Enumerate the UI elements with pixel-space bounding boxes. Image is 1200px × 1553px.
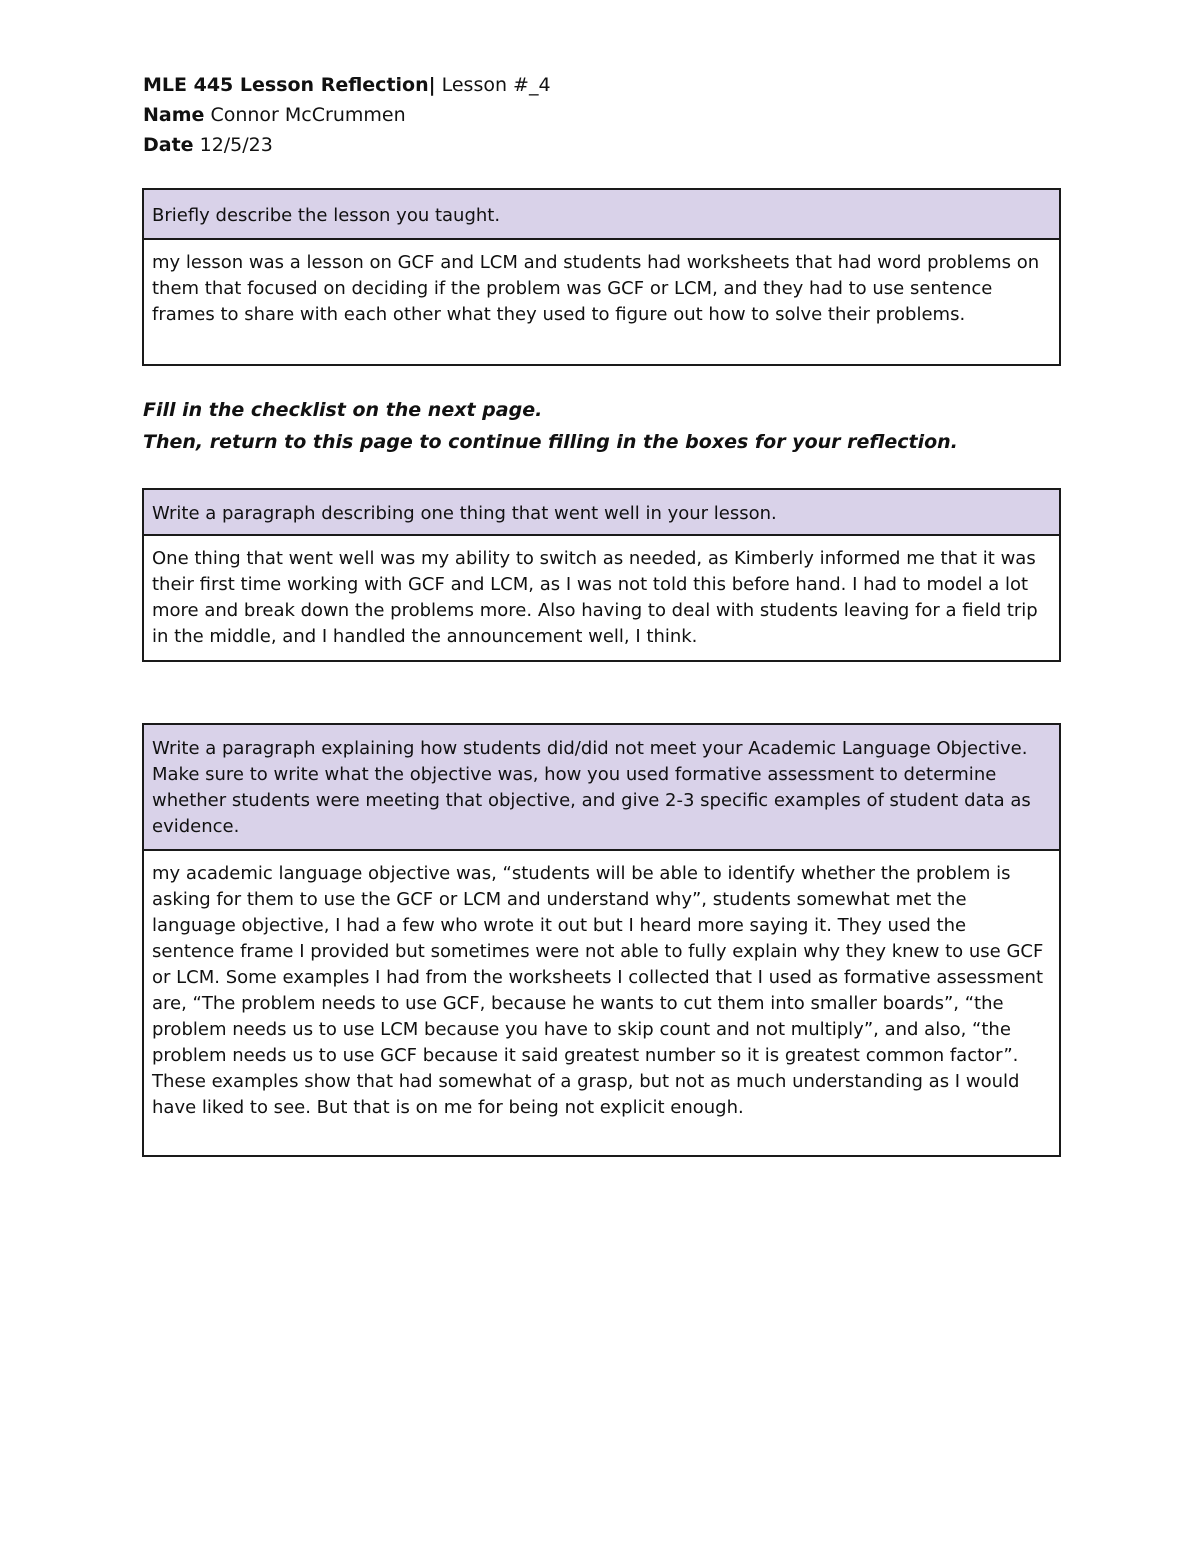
instructions-line-1: Fill in the checklist on the next page. (143, 399, 543, 421)
date-label: Date (143, 134, 194, 156)
lesson-description-prompt: Briefly describe the lesson you taught. (144, 190, 1059, 240)
document-title: MLE 445 Lesson Reflection| (143, 74, 436, 96)
language-objective-response[interactable]: my academic language objective was, “students will be able to identify whether the problem is asking for them to use the GCF or LCM and understand why”, students somewhat met the language objective, I had a few who wrote it out but I heard more saying it. They used the sentence frame I provided but sometimes were not able to fully explain why they knew to use GCF or LCM. Some examples I had from the worksheets I collected that I used as formative assessment are, “The problem needs to use GCF, because he wants to cut them into smaller boards”, “the problem needs us to use LCM because you have to skip count and not multiply”, and also, “the problem needs us to use GCF because it said greatest number so it is greatest common factor”. These examples show that had somewhat of a grasp, but not as much understanding as I would have liked to see. But that is on me for being not explicit enough. (152, 863, 1044, 1118)
language-objective-box (142, 723, 1061, 1157)
name-label: Name (143, 104, 205, 126)
name-line (143, 100, 551, 130)
instructions-line-2: Then, return to this page to continue filling in the boxes for your reflection. (143, 431, 958, 453)
date-line (143, 130, 551, 160)
lesson-description-box (142, 188, 1061, 366)
title-line (143, 70, 551, 100)
instructions (143, 394, 958, 458)
lesson-description-response[interactable]: my lesson was a lesson on GCF and LCM and students had worksheets that had word problems on them that focused on deciding if the problem was GCF or LCM, and they had to use sentence frames to share with each other what they used to figure out how to solve their problems. (152, 252, 1040, 325)
name-value: Connor McCrummen (204, 104, 406, 126)
went-well-response[interactable]: One thing that went well was my ability to switch as needed, as Kimberly informed me that it was their first time working with GCF and LCM, as I was not told this before hand. I had to model a lot more and break down the problems more. Also having to deal with students leaving for a field trip in the middle, and I handled the announcement well, I think. (152, 548, 1038, 647)
document-header (143, 70, 551, 160)
lesson-number: Lesson #_4 (435, 74, 551, 96)
went-well-prompt: Write a paragraph describing one thing that went well in your lesson. (144, 490, 1059, 536)
went-well-box (142, 488, 1061, 662)
date-value: 12/5/23 (193, 134, 273, 156)
language-objective-prompt: Write a paragraph explaining how students did/did not meet your Academic Language Objective. Make sure to write what the objective was, how you used formative assessment to determine whether students were meeting that objective, and give 2-3 specific examples of student data as evidence. (144, 725, 1059, 851)
